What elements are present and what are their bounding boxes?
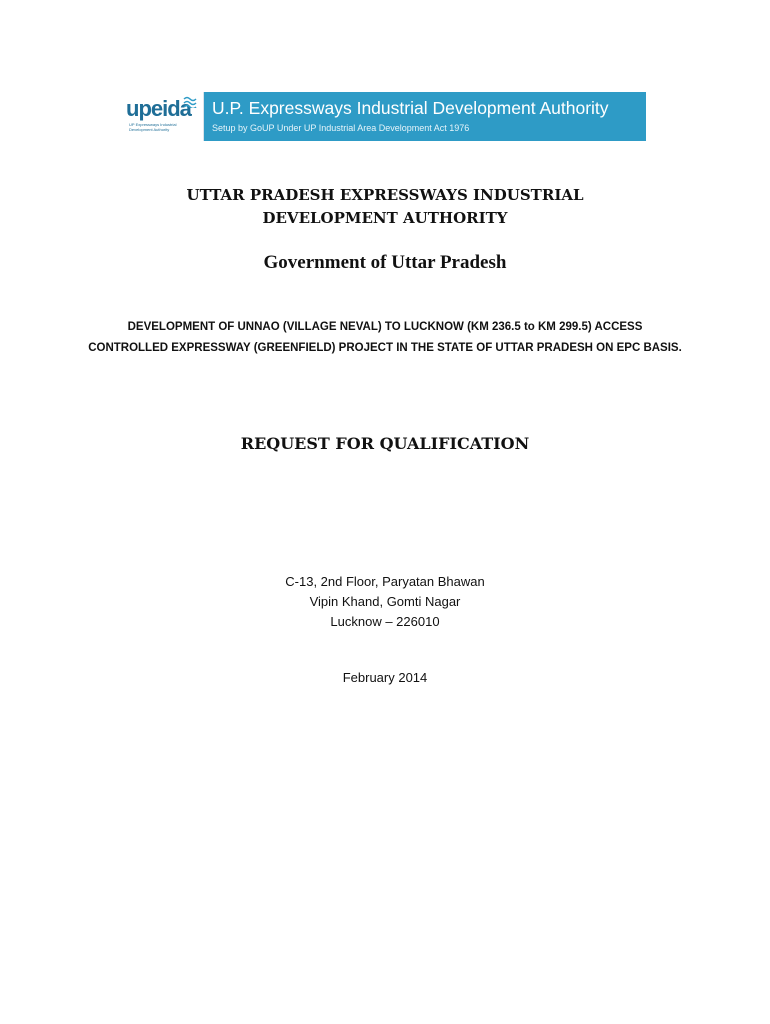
header-banner bbox=[123, 92, 646, 141]
document-date: February 2014 bbox=[342, 670, 428, 685]
document-type: REQUEST FOR QUALIFICATION bbox=[240, 434, 530, 453]
government-heading: Government of Uttar Pradesh bbox=[263, 252, 507, 273]
address-line-3: Lucknow – 226010 bbox=[330, 614, 440, 629]
banner-title: U.P. Expressways Industrial Development Authority bbox=[212, 98, 609, 118]
logo-wordmark: upeida bbox=[126, 96, 191, 121]
banner-subtitle: Setup by GoUP Under UP Industrial Area Development Act 1976 bbox=[212, 123, 470, 133]
project-title: DEVELOPMENT OF UNNAO (VILLAGE NEVAL) TO LUCKNOW (KM 236.5 to KM 299.5) ACCESS CONTROLLED EXPRESSWAY (GREENFIELD) PROJECT IN THE STATE OF UTTAR PRADESH ON EPC BASIS. bbox=[88, 321, 682, 354]
address-block bbox=[0, 572, 770, 632]
banner-bar bbox=[204, 92, 646, 141]
upeida-logo bbox=[123, 92, 204, 141]
address-line-2: Vipin Khand, Gomti Nagar bbox=[309, 594, 461, 609]
logo-tagline: UP Expressways Industrial Development Authority bbox=[129, 122, 177, 132]
address-line-1: C-13, 2nd Floor, Paryatan Bhawan bbox=[285, 574, 485, 589]
authority-name: UTTAR PRADESH EXPRESSWAYS INDUSTRIAL DEVELOPMENT AUTHORITY bbox=[186, 186, 584, 227]
waves-icon bbox=[183, 96, 199, 108]
